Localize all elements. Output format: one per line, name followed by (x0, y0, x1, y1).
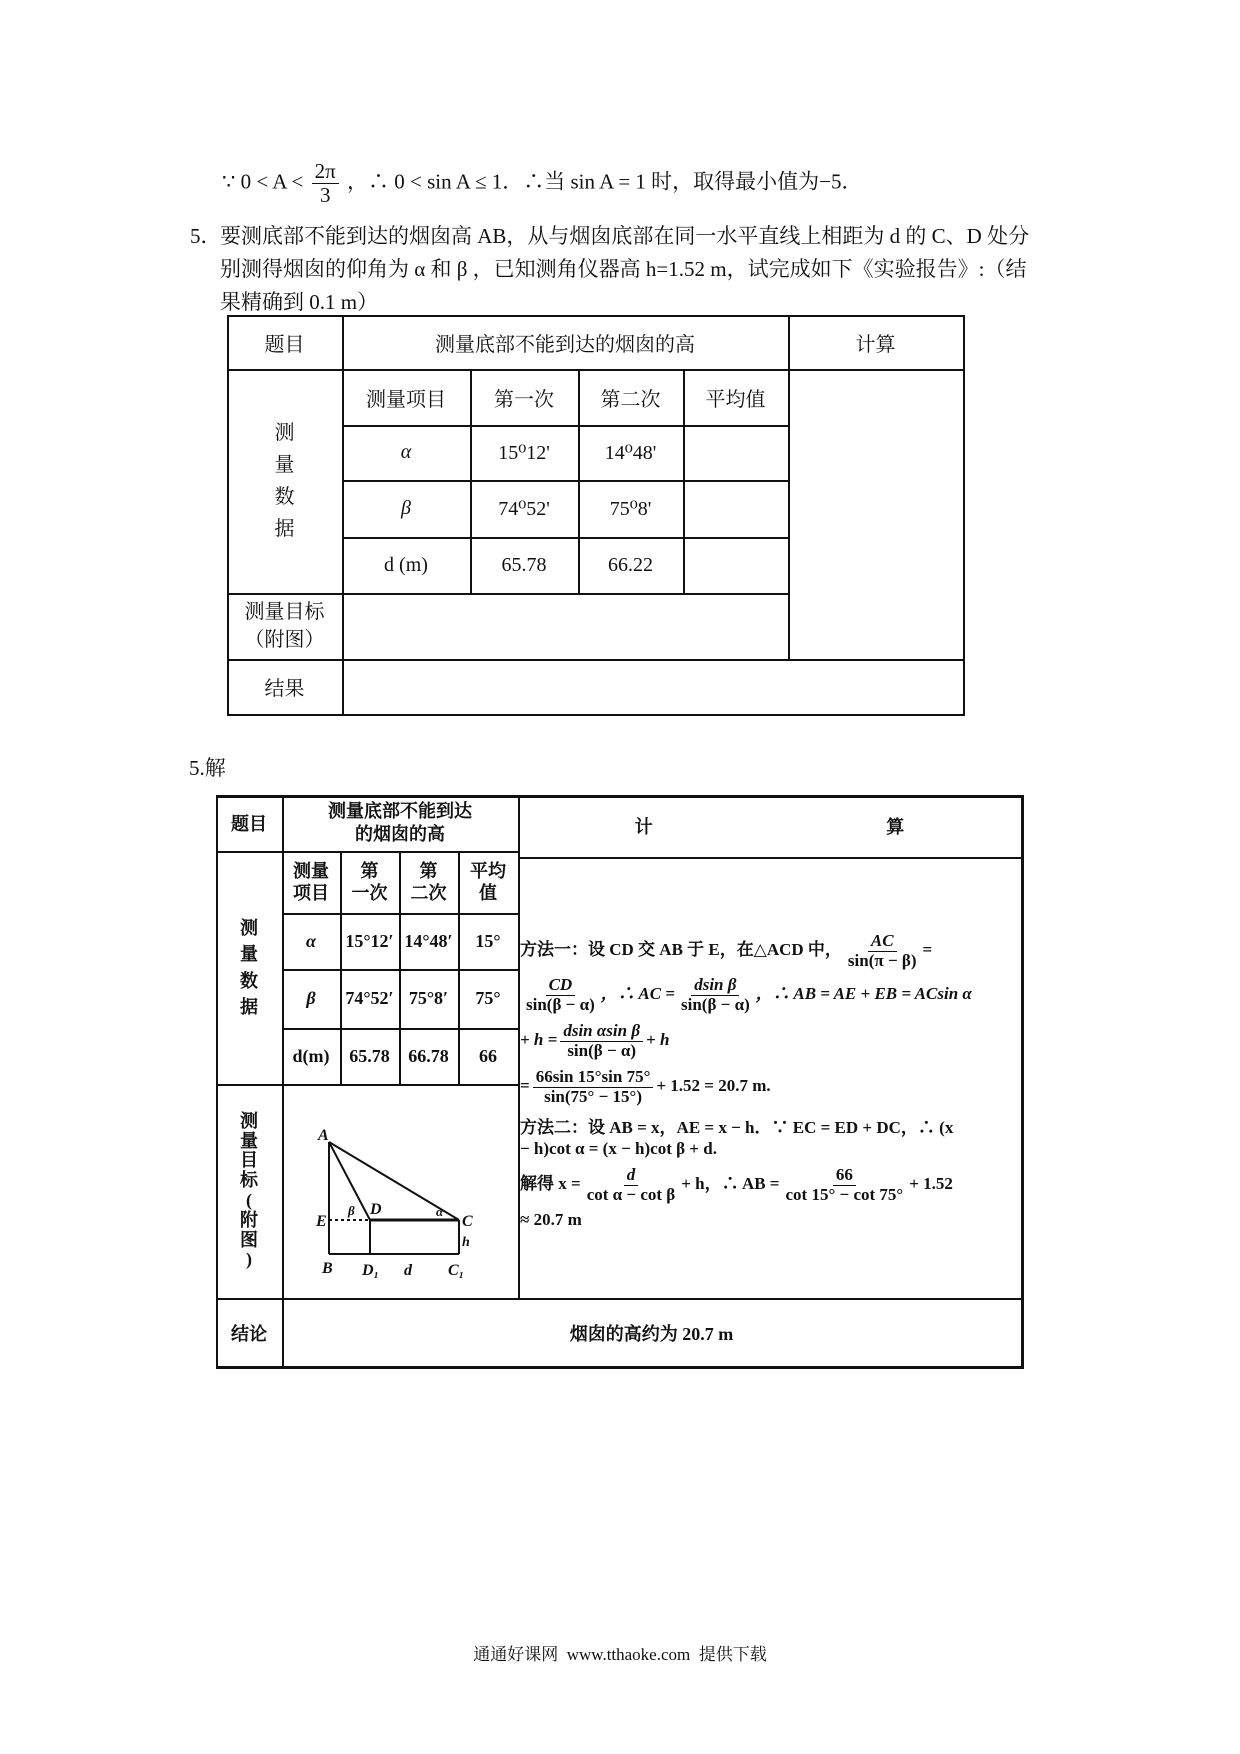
t: 方法一：设 CD 交 AB 于 E，在△ACD 中， (520, 940, 842, 960)
sol-alpha-second: 14°48′ (404, 930, 453, 951)
sol-target-label (216, 1084, 282, 1298)
row-alpha-second: 14⁰48' (604, 442, 657, 464)
t: 二次 (410, 883, 447, 903)
t: cot 15° − cot 75° (785, 1184, 904, 1204)
sol-data-label (216, 851, 282, 1084)
sol-calc-1: 计 (634, 817, 653, 837)
sol-col-average (458, 851, 518, 913)
label-char: 量 (240, 944, 258, 965)
col-first: 第一次 (494, 388, 554, 411)
row-alpha-first: 15⁰12' (498, 442, 550, 464)
c: ) (246, 1249, 252, 1270)
label-char: 测 (274, 422, 295, 444)
target-label-2: （附图） (244, 629, 325, 651)
sol-d-label: d(m) (292, 1045, 330, 1066)
solution-label: 5.解 (189, 756, 226, 780)
sol-title-2: 的烟囱的高 (355, 824, 445, 844)
label-D1: D₁ (362, 1262, 380, 1279)
t: dsin αsin β (560, 1022, 643, 1042)
question-line-2: 别测得烟囱的仰角为 α 和 β ，已知测角仪器高 h=1.52 m，试完成如下《实验报告》:（结 (220, 257, 1027, 281)
frac-den: 3 (319, 183, 331, 208)
t: + h (646, 1030, 670, 1050)
row-d-first: 65.78 (501, 553, 547, 576)
c: 目 (240, 1150, 258, 1171)
label-E: E (316, 1213, 327, 1230)
sol-d-first: 65.78 (349, 1045, 390, 1066)
calc-line-4 (520, 1068, 771, 1106)
label-char: 数 (240, 970, 258, 991)
t: sin(β − α) (526, 994, 595, 1014)
header-calc: 计算 (855, 333, 896, 356)
t: 解得 x = (520, 1174, 581, 1194)
sol-col-first (340, 851, 399, 913)
sol-title-1: 测量底部不能到达 (328, 800, 472, 821)
t: 项目 (293, 883, 329, 903)
c: 图 (240, 1229, 258, 1250)
footer-text: 通通好课网 www.tthaoke.com 提供下载 (473, 1645, 767, 1664)
sol-alpha-first: 15°12′ (345, 930, 394, 951)
calc-line-1 (520, 932, 932, 970)
t: 测量 (293, 860, 329, 881)
row-beta-first: 74⁰52' (498, 498, 550, 520)
label-char: 据 (240, 996, 258, 1017)
t: 平均 (470, 860, 506, 881)
label-char: 据 (274, 518, 295, 540)
c: ( (246, 1190, 252, 1210)
col-item: 测量项目 (366, 388, 446, 411)
sol-header-calc (518, 795, 1021, 857)
t: cot α − cot β (586, 1184, 676, 1204)
label-beta: β (348, 1203, 355, 1218)
c: 量 (240, 1130, 258, 1151)
calc-line-2 (520, 976, 972, 1014)
frac-num: 2π (312, 160, 339, 184)
sol-header-topic: 题目 (231, 814, 267, 834)
t: + 1.52 = 20.7 m. (656, 1076, 771, 1096)
calc-line-3 (520, 1022, 669, 1060)
t: 66sin 15°sin 75° (533, 1068, 654, 1088)
calc-line-6: − h)cot α = (x − h)cot β + d. (520, 1139, 717, 1158)
label-h: h (462, 1235, 470, 1250)
t: sin(π − β) (847, 950, 917, 970)
question-number: 5． (190, 224, 222, 248)
label-char: 测 (240, 918, 258, 939)
sol-alpha-avg: 15° (475, 930, 501, 951)
calc-line-8: ≈ 20.7 m (520, 1210, 582, 1229)
t: + 1.52 (909, 1174, 953, 1194)
t: 66 (833, 1166, 856, 1186)
c: 标 (240, 1170, 258, 1191)
target-label-1: 测量目标 (244, 601, 325, 623)
label-D: D (370, 1201, 382, 1218)
label-A: A (318, 1127, 329, 1144)
t: sin(β − α) (680, 994, 750, 1014)
t: + h，∴ AB = (681, 1174, 780, 1194)
header-topic: 题目 (264, 333, 305, 356)
row-alpha-label: α (400, 441, 412, 463)
label-d: d (404, 1262, 412, 1279)
sol-beta-avg: 75° (475, 988, 501, 1008)
sol-col-second (399, 851, 458, 913)
sol-conclusion-label: 结论 (231, 1324, 267, 1344)
t: CD (546, 976, 576, 996)
sol-conclusion: 烟囱的高约为 20.7 m (569, 1324, 734, 1344)
data-label (227, 369, 342, 593)
target-label (227, 593, 342, 659)
t: 值 (479, 883, 497, 903)
row-beta-second: 75⁰8' (609, 498, 652, 520)
sol-calc-2: 算 (886, 817, 905, 837)
header-title: 测量底部不能到达的烟囱的高 (435, 333, 695, 356)
label-char: 数 (274, 486, 295, 508)
sol-d-second: 66.78 (408, 1045, 449, 1066)
sol-header-title (282, 795, 518, 851)
label-char: 量 (274, 454, 295, 476)
result-label: 结果 (264, 678, 305, 700)
chimney-diagram (282, 1086, 518, 1298)
col-second: 第二次 (600, 388, 661, 411)
sol-col-item (282, 851, 340, 913)
t: 第 (360, 860, 379, 881)
sol-d-avg: 66 (479, 1045, 497, 1066)
intro-post: ，∴ 0 < sin A ≤ 1．∴当 sin A = 1 时，取得最小值为−5． (347, 169, 863, 194)
t: AC (868, 932, 897, 952)
label-B: B (322, 1260, 333, 1277)
label-C: C (462, 1213, 473, 1230)
col-average: 平均值 (705, 388, 766, 411)
t: dsin β (691, 976, 739, 996)
sol-beta-label: β (306, 988, 316, 1008)
calc-line-5: 方法二：设 AB = x，AE = x − h．∵ EC = ED + DC，∴ (x (520, 1118, 954, 1137)
sol-alpha-label: α (306, 930, 316, 951)
t: = (922, 940, 933, 960)
row-d-label: d (m) (384, 553, 428, 576)
intro-pre: ∵ 0 < A < (222, 169, 304, 194)
calc-line-7 (520, 1166, 953, 1204)
t: 一次 (351, 883, 388, 903)
t: sin(75° − 15°) (544, 1086, 642, 1106)
c: 测 (240, 1110, 258, 1131)
t: d (624, 1166, 639, 1186)
row-d-second: 66.22 (608, 553, 653, 576)
c: 附 (240, 1209, 258, 1230)
intro-line (222, 160, 863, 207)
t: sin(β − α) (567, 1040, 637, 1060)
label-alpha: α (436, 1204, 444, 1219)
t: + h = (520, 1030, 558, 1050)
row-beta-label: β (401, 497, 411, 519)
sol-beta-first: 74°52′ (345, 988, 394, 1008)
t: ，∴ AC = (600, 984, 675, 1004)
label-C1: C₁ (448, 1262, 465, 1279)
question-line-3: 果精确到 0.1 m） (220, 290, 379, 314)
sol-beta-second: 75°8′ (408, 988, 449, 1008)
t: ，∴ AB = AE + EB = ACsin α (755, 984, 972, 1004)
question-line-1: 要测底部不能到达的烟囱高 AB，从与烟囱底部在同一水平直线上相距为 d 的 C、D 处分 (220, 224, 1030, 248)
t: 第 (419, 860, 438, 881)
t: = (520, 1076, 530, 1096)
